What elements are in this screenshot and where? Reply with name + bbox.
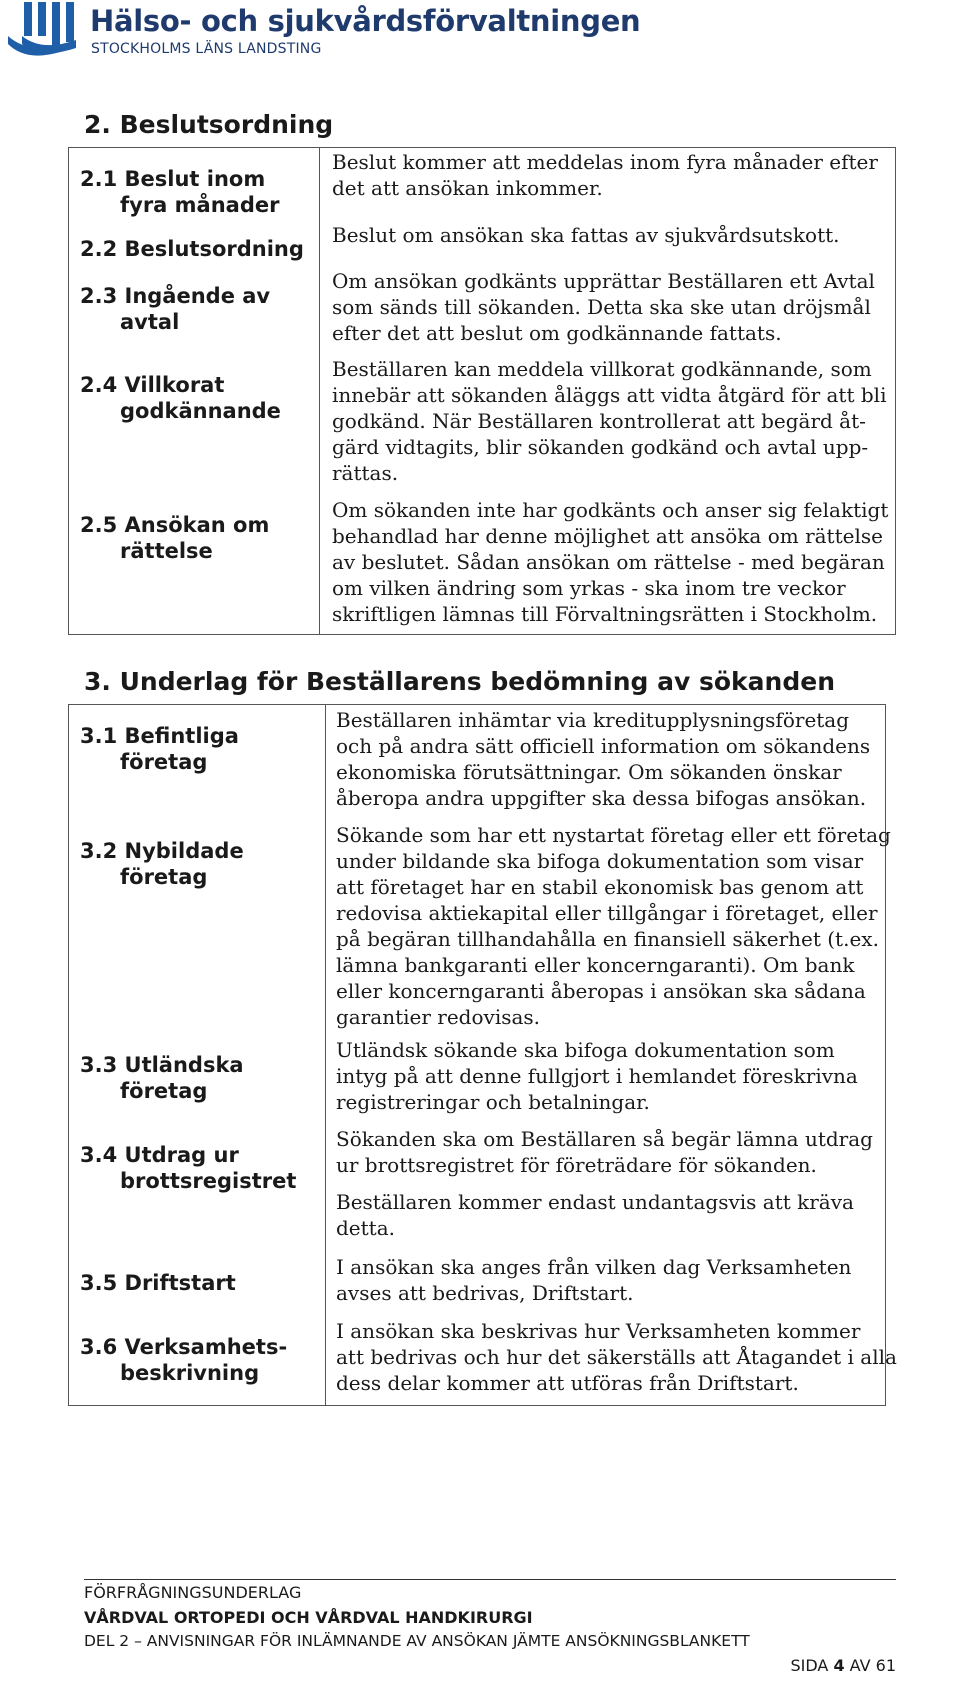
row-label-line: företag: [120, 750, 208, 774]
table-divider: [325, 705, 326, 1405]
row-label-line: 3.1 Befintliga: [80, 724, 239, 748]
row-label-line: 3.3 Utländska: [80, 1053, 244, 1077]
row-label-2-4: [80, 372, 281, 424]
row-label-line: avtal: [120, 310, 180, 334]
row-label-3-1: [80, 723, 239, 775]
row-label-line: företag: [120, 1079, 208, 1103]
row-text-2-2: Beslut om ansökan ska fattas av sjukvårdsutskott.: [332, 223, 840, 247]
row-label-line: brottsregistret: [120, 1169, 297, 1193]
row-label-line: 3.6 Verksamhets-: [80, 1335, 288, 1359]
row-text-2-5: Om sökanden inte har godkänts och anser sig felaktigt behandlad har denne möjlighet att ansöka om rättelse av beslutet. Sådan ansökan om rättelse - med begäran om vilken ändring som yrkas - ska inom tre veckor skriftligen lämnas till Förvaltningsrätten i Stockholm.: [332, 498, 889, 626]
row-label-line: 3.5 Driftstart: [80, 1271, 236, 1295]
row-label-2-2: [80, 236, 304, 262]
table-divider: [319, 148, 320, 634]
footer-line-3: DEL 2 – ANVISNINGAR FÖR INLÄMNANDE AV ANSÖKAN JÄMTE ANSÖKNINGSBLANKETT: [84, 1632, 750, 1650]
row-text-3-4b: Beställaren kommer endast undantagsvis att kräva detta.: [336, 1190, 854, 1240]
row-label-2-1: [80, 166, 279, 218]
row-label-line: 2.4 Villkorat: [80, 373, 225, 397]
row-label-line: 2.2 Beslutsordning: [80, 237, 304, 261]
row-label-line: godkännande: [120, 399, 281, 423]
org-subtitle: STOCKHOLMS LÄNS LANDSTING: [91, 41, 322, 57]
footer-line-1: FÖRFRÅGNINGSUNDERLAG: [84, 1583, 302, 1602]
row-text-3-6: I ansökan ska beskrivas hur Verksamheten kommer att bedrivas och hur det säkerställs att Åtagandet i alla dess delar kommer att utföras från Driftstart.: [336, 1319, 897, 1395]
row-label-line: 2.1 Beslut inom: [80, 167, 266, 191]
row-text-3-1: Beställaren inhämtar via kreditupplysningsföretag och på andra sätt officiell information om sökandens ekonomiska förutsättningar. Om sökanden önskar åberopa andra uppgifter ska dessa bifogas ansökan.: [336, 708, 871, 810]
page-current: 4: [833, 1656, 845, 1675]
section-3-title: 3. Underlag för Beställarens bedömning av sökanden: [84, 667, 835, 696]
footer-line-2: VÅRDVAL ORTOPEDI OCH VÅRDVAL HANDKIRURGI: [84, 1608, 533, 1627]
row-text-3-5: I ansökan ska anges från vilken dag Verksamheten avses att bedrivas, Driftstart.: [336, 1255, 852, 1305]
row-label-line: rättelse: [120, 539, 213, 563]
page-prefix: SIDA: [790, 1656, 829, 1675]
row-text-3-4: Sökanden ska om Beställaren så begär lämna utdrag ur brottsregistret för företrädare för sökanden.: [336, 1127, 873, 1177]
row-text-3-2: Sökande som har ett nystartat företag eller ett företag under bildande ska bifoga dokumentation som visar att företaget har en stabil ekonomisk bas genom att redovisa aktiekapital eller tillgångar i företaget, eller på begäran tillhandahålla en finansiell säkerhet (t.ex. lämna bankgaranti eller koncerngaranti). Om bank eller koncerngaranti åberopas i ansökan ska sådana garantier redovisas.: [336, 823, 891, 1029]
row-label-line: 3.4 Utdrag ur: [80, 1143, 239, 1167]
row-label-line: fyra månader: [120, 193, 280, 217]
page-total: 61: [875, 1656, 896, 1675]
row-label-3-5: [80, 1270, 236, 1296]
org-name: Hälso- och sjukvårdsförvaltningen: [90, 4, 641, 38]
page-mid: AV: [849, 1656, 871, 1675]
row-label-line: företag: [120, 865, 208, 889]
section-2-title: 2. Beslutsordning: [84, 110, 334, 139]
sll-logo-icon: [8, 2, 80, 58]
row-label-line: 2.5 Ansökan om: [80, 513, 270, 537]
row-label-2-3: [80, 283, 270, 335]
row-label-line: beskrivning: [120, 1361, 260, 1385]
row-text-2-1: Beslut kommer att meddelas inom fyra månader efter det att ansökan inkommer.: [332, 150, 878, 200]
footer-rule: [84, 1579, 896, 1580]
row-label-3-2: [80, 838, 244, 890]
row-text-3-3: Utländsk sökande ska bifoga dokumentation som intyg på att denne fullgjort i hemlandet föreskrivna registreringar och betalningar.: [336, 1038, 858, 1114]
row-label-line: 3.2 Nybildade: [80, 839, 244, 863]
row-text-2-4: Beställaren kan meddela villkorat godkännande, som innebär att sökanden åläggs att vidta åtgärd för att bli godkänd. När Beställaren kontrollerat att begärd åt- gärd vidtagits, blir sökanden godkänd och avtal upp- rättas.: [332, 357, 887, 485]
row-text-2-3: Om ansökan godkänts upprättar Beställaren ett Avtal som sänds till sökanden. Detta ska ske utan dröjsmål efter det att beslut om godkännande fattats.: [332, 269, 875, 345]
page-header: [8, 2, 708, 58]
page-number: [790, 1656, 896, 1675]
row-label-3-6: [80, 1334, 287, 1386]
row-label-line: 2.3 Ingående av: [80, 284, 271, 308]
row-label-3-3: [80, 1052, 244, 1104]
row-label-2-5: [80, 512, 269, 564]
row-label-3-4: [80, 1142, 296, 1194]
